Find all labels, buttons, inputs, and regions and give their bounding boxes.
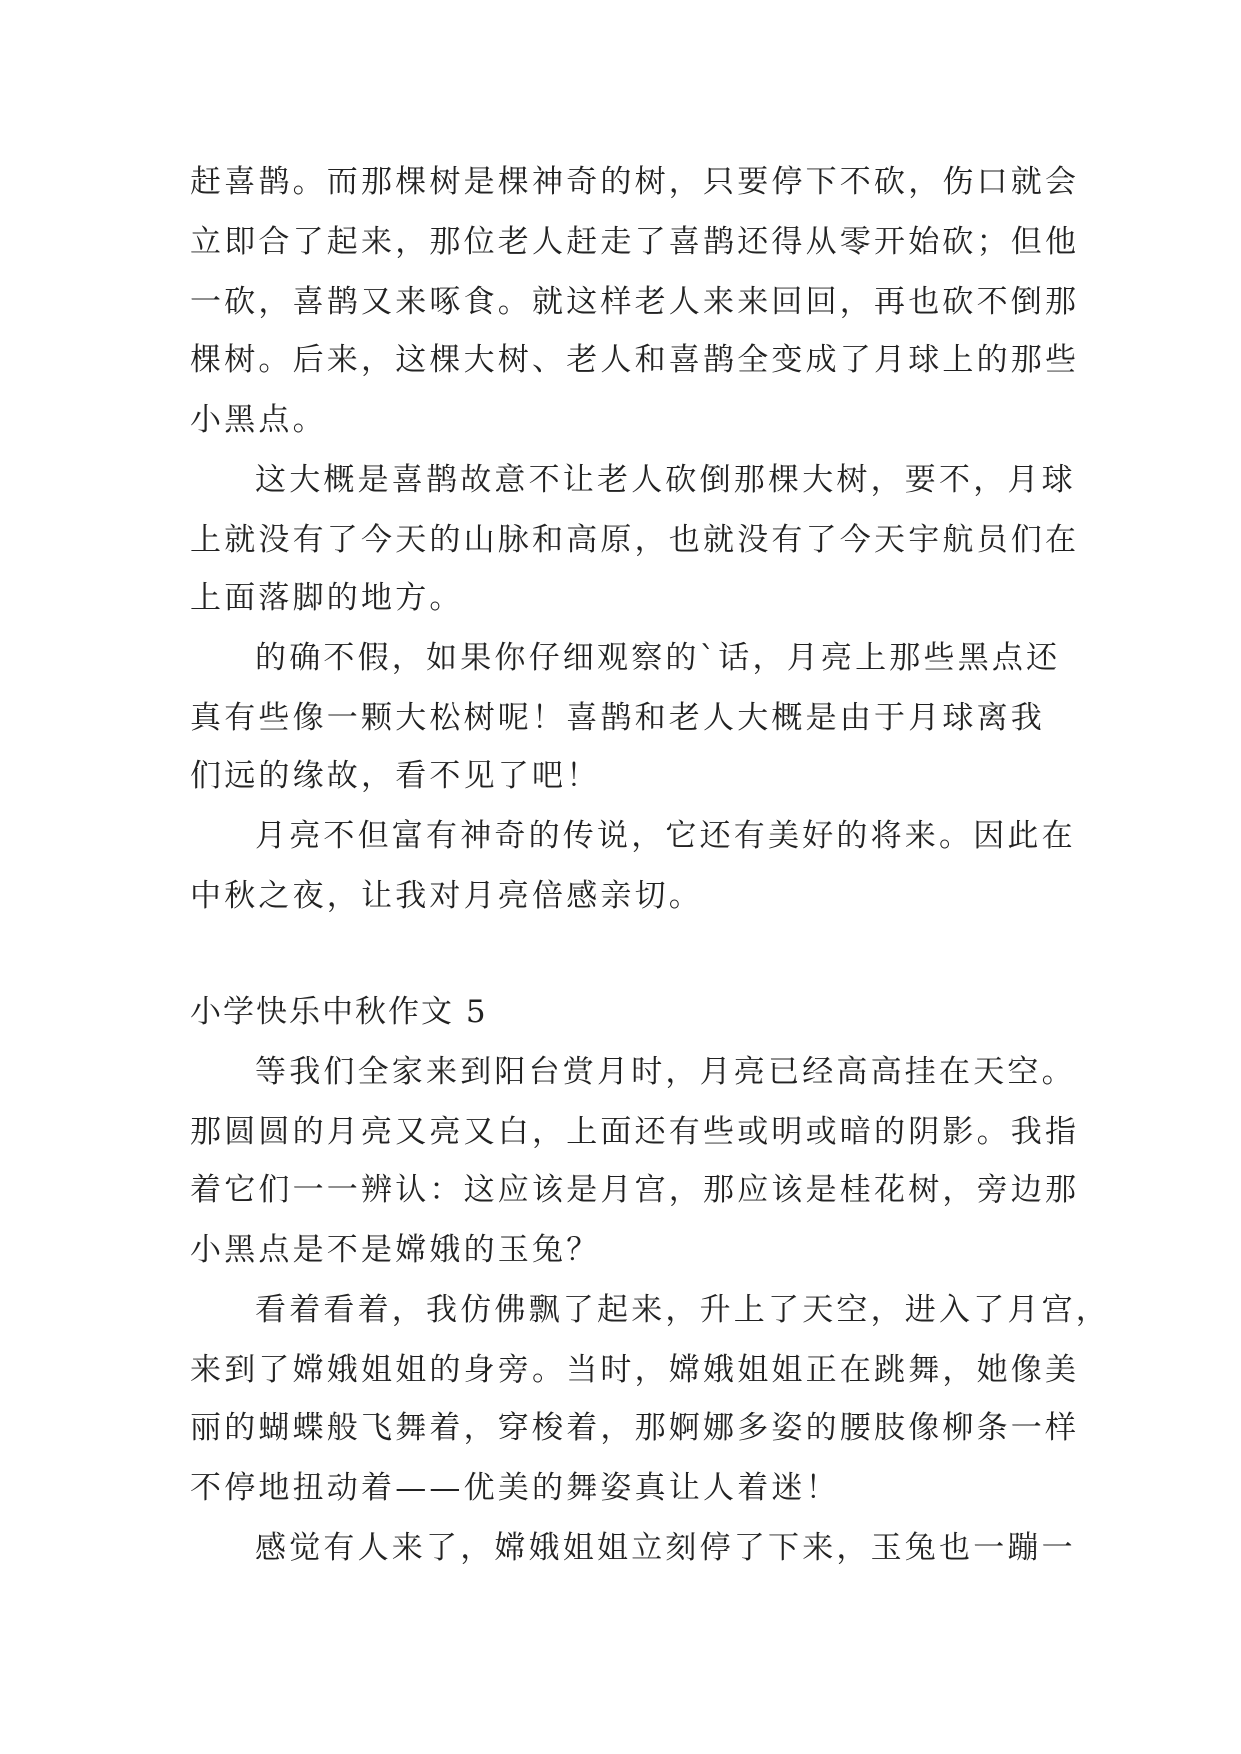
text-line: 着它们一一辨认：这应该是月宫，那应该是桂花树，旁边那	[190, 1172, 1080, 1208]
text-line: 月亮不但富有神奇的传说，它还有美好的将来。因此在	[255, 818, 1076, 854]
text-line: 上就没有了今天的山脉和高原，也就没有了今天宇航员们在	[190, 522, 1080, 558]
text-line: 丽的蝴蝶般飞舞着，穿梭着，那婀娜多姿的腰肢像柳条一样	[190, 1410, 1080, 1446]
text-line: 小黑点。	[190, 402, 327, 438]
text-line: 等我们全家来到阳台赏月时，月亮已经高高挂在天空。	[255, 1054, 1076, 1090]
text-line: 不停地扭动着——优美的舞姿真让人着迷！	[190, 1470, 840, 1506]
text-line: 上面落脚的地方。	[190, 580, 464, 616]
text-line: 那圆圆的月亮又亮又白，上面还有些或明或暗的阴影。我指	[190, 1114, 1080, 1150]
text-line: 这大概是喜鹊故意不让老人砍倒那棵大树，要不，月球	[255, 462, 1076, 498]
text-line: 看着看着，我仿佛飘了起来，升上了天空，进入了月宫，	[255, 1292, 1110, 1328]
text-line: 中秋之夜，让我对月亮倍感亲切。	[190, 878, 703, 914]
text-line: 来到了嫦娥姐姐的身旁。当时，嫦娥姐姐正在跳舞，她像美	[190, 1352, 1080, 1388]
text-line: 真有些像一颗大松树呢！喜鹊和老人大概是由于月球离我	[190, 700, 1045, 736]
text-line: 一砍，喜鹊又来啄食。就这样老人来来回回，再也砍不倒那	[190, 284, 1080, 320]
text-line: 棵树。后来，这棵大树、老人和喜鹊全变成了月球上的那些	[190, 342, 1080, 378]
text-line: 小黑点是不是嫦娥的玉兔？	[190, 1232, 601, 1268]
text-line: 的确不假，如果你仔细观察的`话，月亮上那些黑点还	[255, 640, 1061, 676]
text-line: 感觉有人来了，嫦娥姐姐立刻停了下来，玉兔也一蹦一	[255, 1530, 1076, 1566]
text-line: 们远的缘故，看不见了吧！	[190, 758, 601, 794]
text-line: 赶喜鹊。而那棵树是棵神奇的树，只要停下不砍，伤口就会	[190, 164, 1080, 200]
section-heading: 小学快乐中秋作文 5	[190, 994, 488, 1030]
text-line: 立即合了起来，那位老人赶走了喜鹊还得从零开始砍；但他	[190, 224, 1080, 260]
